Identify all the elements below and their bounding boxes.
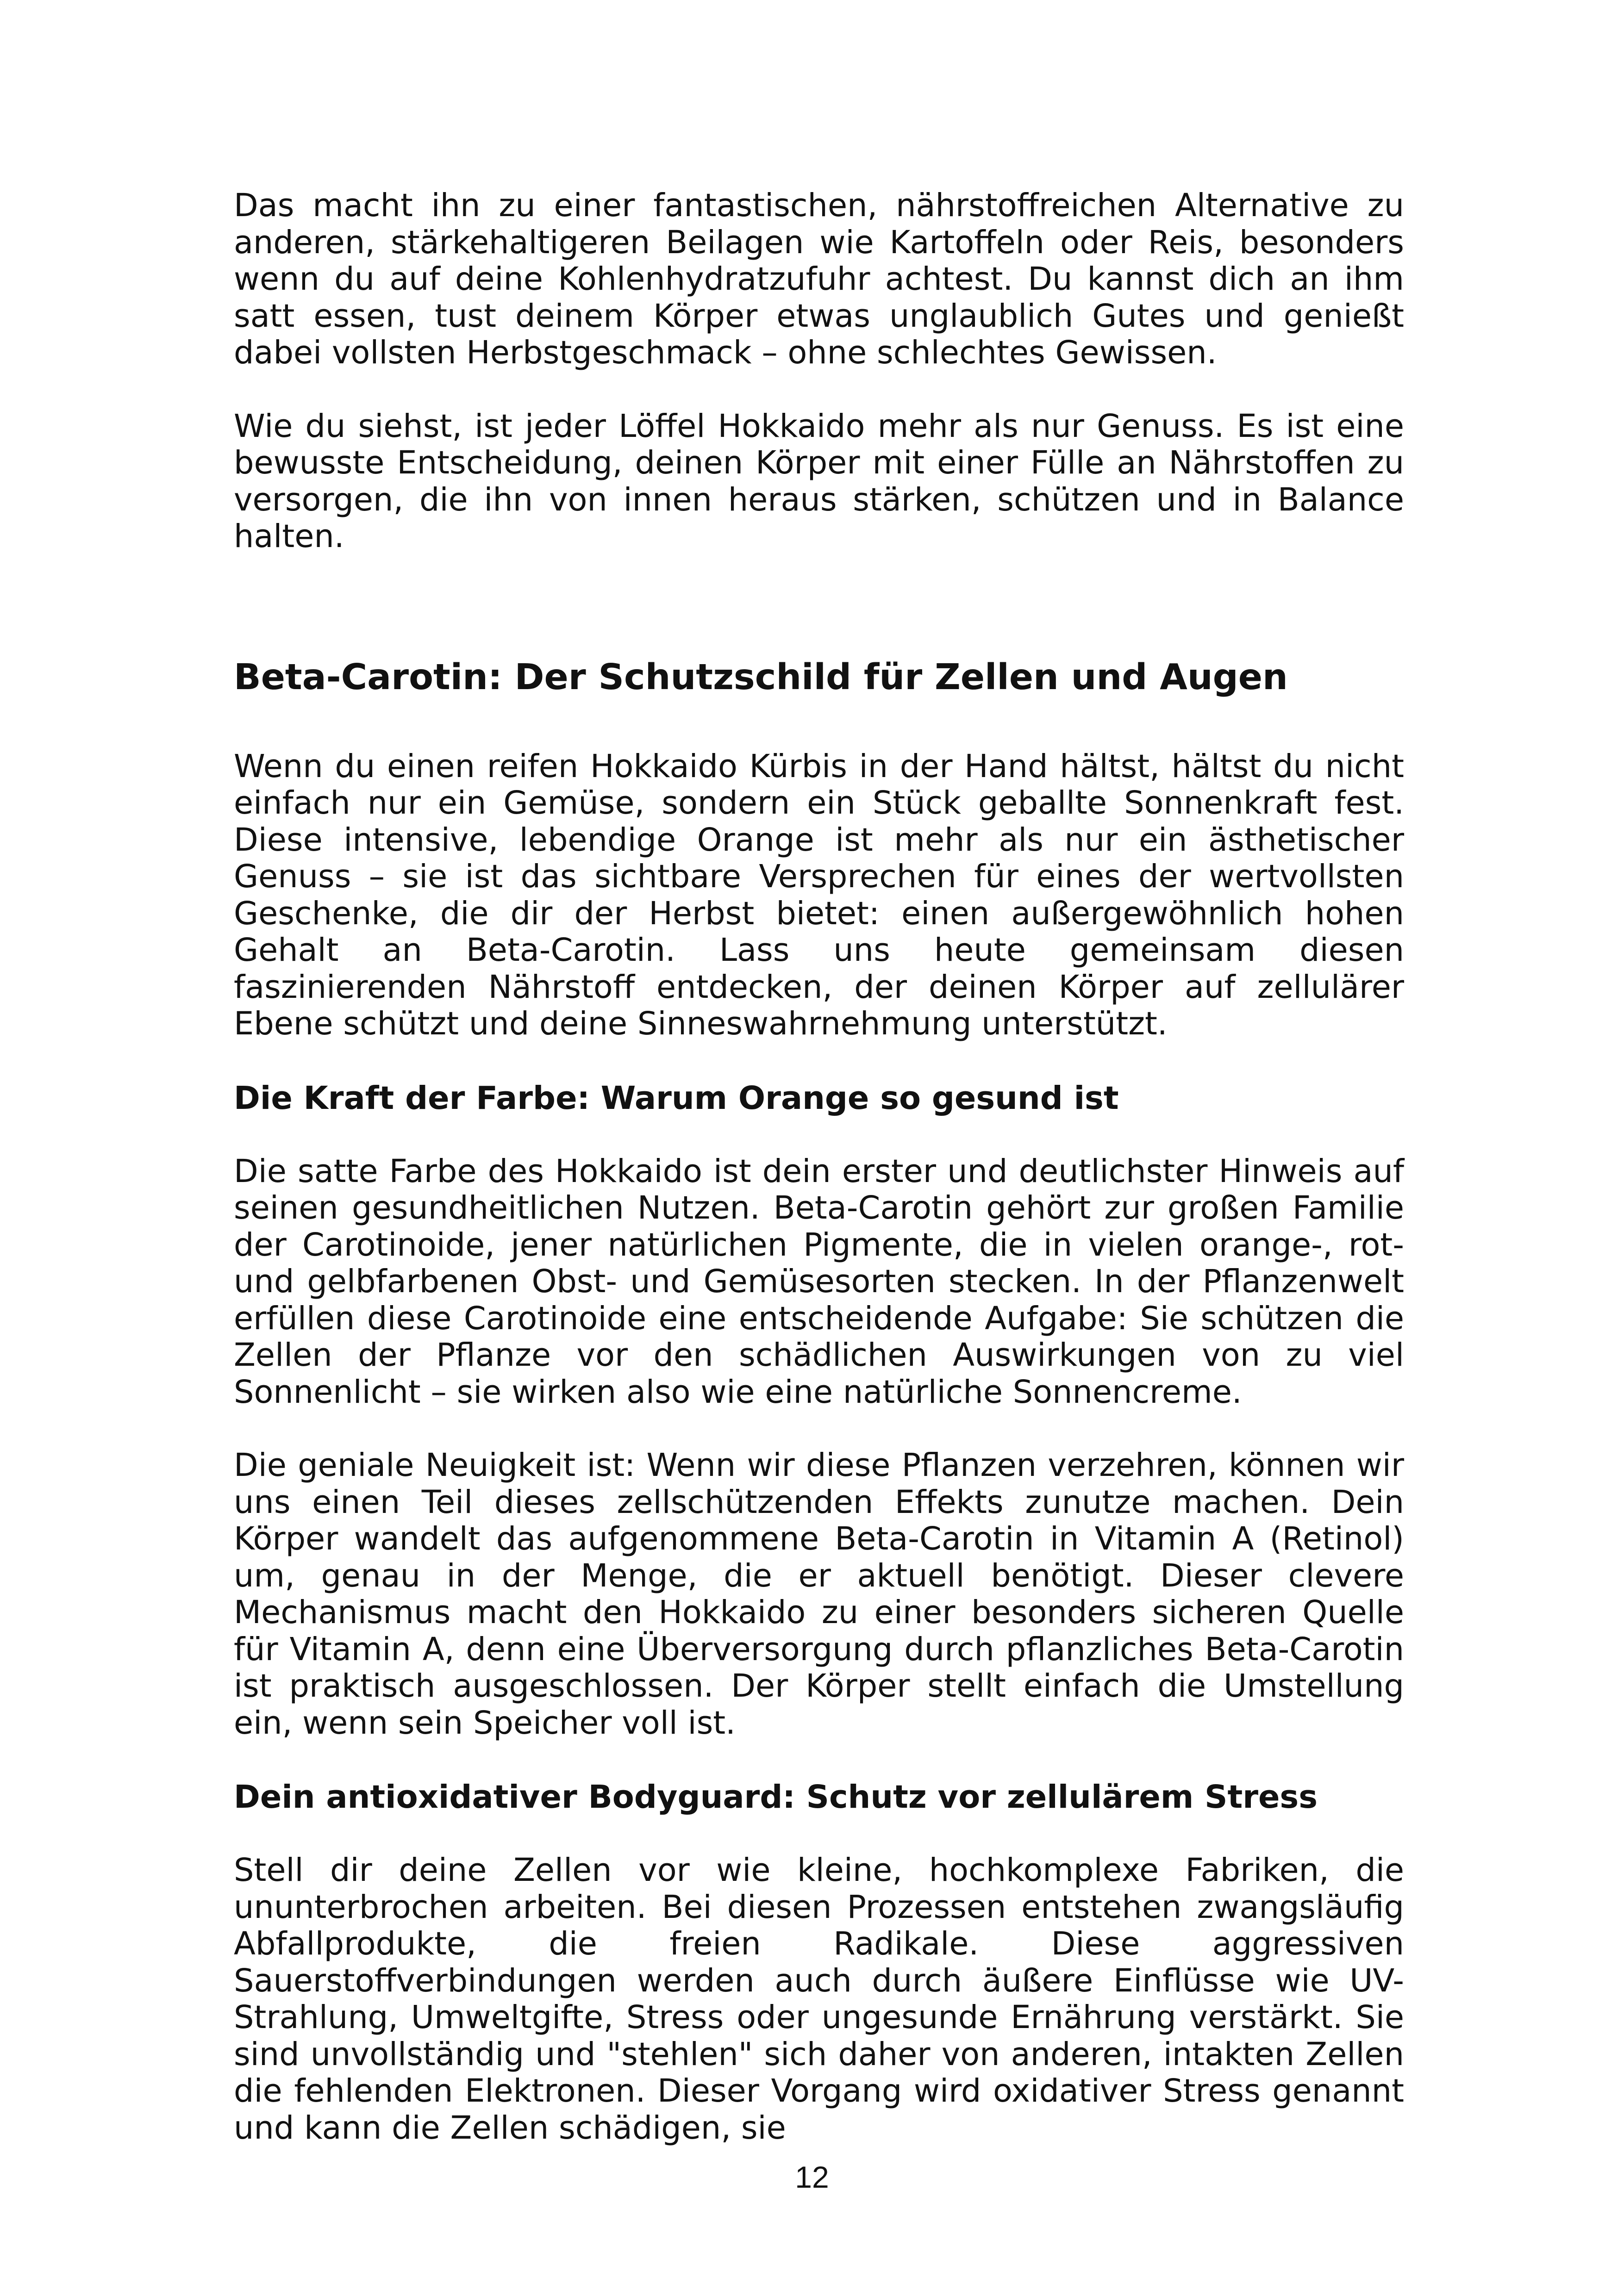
paragraph: Wie du siehst, ist jeder Löffel Hokkaido mehr als nur Genuss. Es ist eine bewusste Entscheidung, deinen Körper mit einer Fülle an Nährstoffen zu versorgen, die ihn von innen heraus stärken, schützen und in Balance halten.: [234, 407, 1404, 555]
paragraph: Die geniale Neuigkeit ist: Wenn wir diese Pflanzen verzehren, können wir uns einen Teil dieses zellschützenden Effekts zunutze machen. Dein Körper wandelt das aufgenommene Beta-Carotin in Vitamin A (Retinol) um, genau in der Menge, die er aktuell benötigt. Dieser clevere Mechanismus macht den Hokkaido zu einer besonders sicheren Quelle für Vitamin A, denn eine Überversorgung durch pflanzliches Beta-Carotin ist praktisch ausgeschlossen. Der Körper stellt einfach die Umstellung ein, wenn sein Speicher voll ist.: [234, 1447, 1404, 1742]
section-heading: Beta-Carotin: Der Schutzschild für Zellen und Augen: [234, 656, 1288, 698]
page-body: [234, 187, 1404, 2147]
paragraph: Die satte Farbe des Hokkaido ist dein erster und deutlichster Hinweis auf seinen gesundheitlichen Nutzen. Beta-Carotin gehört zur großen Familie der Carotinoide, jener natürlichen Pigmente, die in vielen orange-, rot- und gelbfarbenen Obst- und Gemüsesorten stecken. In der Pflanzenwelt erfüllen diese Carotinoide eine entscheidende Aufgabe: Sie schützen die Zellen der Pflanze vor den schädlichen Auswirkungen von zu viel Sonnenlicht – sie wirken also wie eine natürliche Sonnencreme.: [234, 1152, 1404, 1411]
page-number: 12: [795, 2160, 829, 2194]
paragraph: Wenn du einen reifen Hokkaido Kürbis in der Hand hältst, hältst du nicht einfach nur ein Gemüse, sondern ein Stück geballte Sonnenkraft fest. Diese intensive, lebendige Orange ist mehr als nur ein ästhetischer Genuss – sie ist das sichtbare Versprechen für eines der wertvollsten Geschenke, die dir der Herbst bietet: einen außergewöhnlich hohen Gehalt an Beta-Carotin. Lass uns heute gemeinsam diesen faszinierenden Nährstoff entdecken, der deinen Körper auf zellulärer Ebene schützt und deine Sinneswahrnehmung unterstützt.: [234, 747, 1404, 1042]
subsection-heading: Dein antioxidativer Bodyguard: Schutz vor zellulärem Stress: [234, 1779, 1318, 1816]
paragraph: Das macht ihn zu einer fantastischen, nährstoffreichen Alternative zu anderen, stärkehaltigeren Beilagen wie Kartoffeln oder Reis, besonders wenn du auf deine Kohlenhydratzufuhr achtest. Du kannst dich an ihm satt essen, tust deinem Körper etwas unglaublich Gutes und genießt dabei vollsten Herbstgeschmack – ohne schlechtes Gewissen.: [234, 187, 1404, 371]
paragraph: Stell dir deine Zellen vor wie kleine, hochkomplexe Fabriken, die ununterbrochen arbeiten. Bei diesen Prozessen entstehen zwangsläufig Abfallprodukte, die freien Radikale. Diese aggressiven Sauerstoffverbindungen werden auch durch äußere Einflüsse wie UV-Strahlung, Umweltgifte, Stress oder ungesunde Ernährung verstärkt. Sie sind unvollständig und "stehlen" sich daher von anderen, intakten Zellen die fehlenden Elektronen. Dieser Vorgang wird oxidativer Stress genannt und kann die Zellen schädigen, sie: [234, 1852, 1404, 2147]
subsection-heading: Die Kraft der Farbe: Warum Orange so gesund ist: [234, 1079, 1119, 1117]
